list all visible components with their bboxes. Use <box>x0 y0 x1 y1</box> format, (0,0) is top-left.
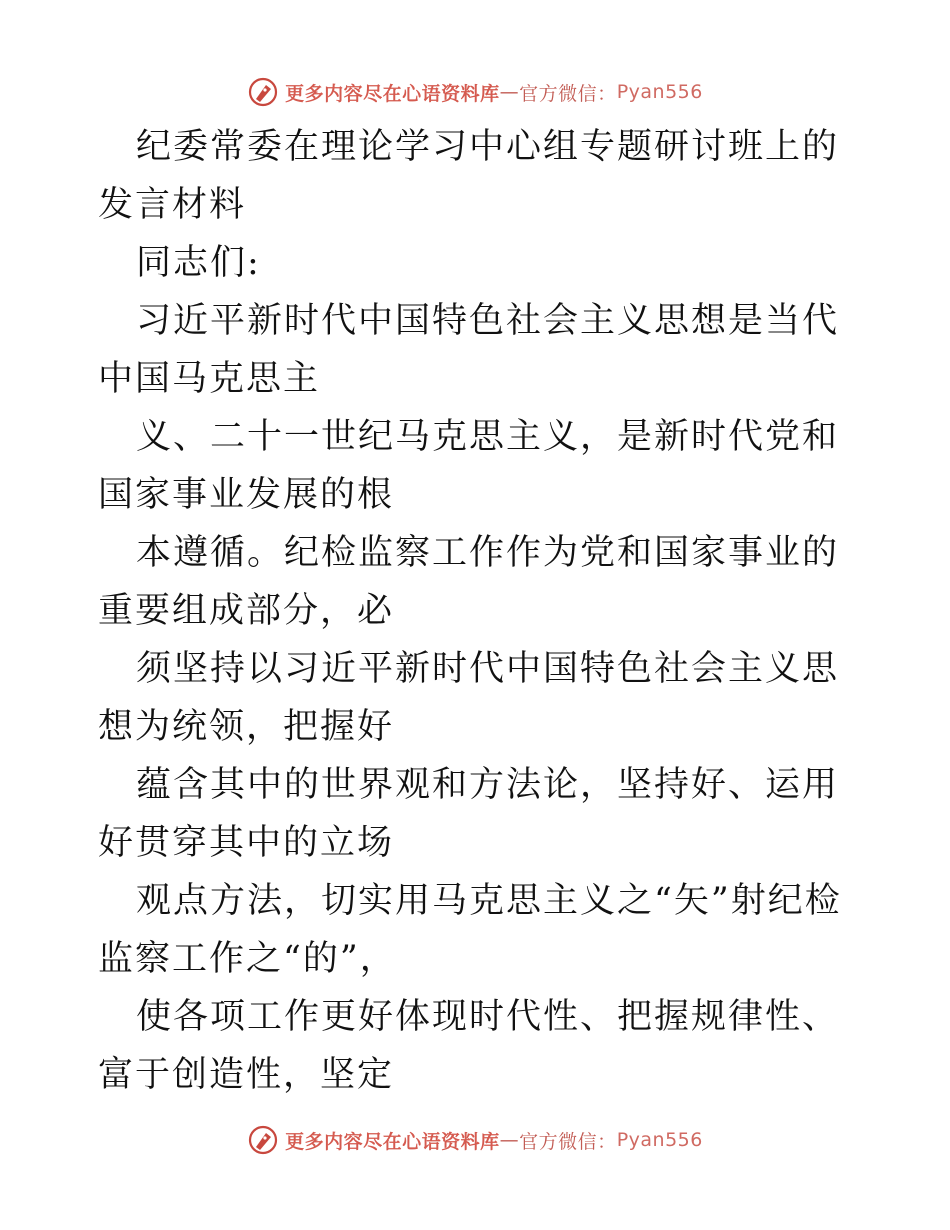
footer-watermark-banner <box>0 1120 950 1160</box>
body-paragraph: 须坚持以习近平新时代中国特色社会主义思想为统领，把握好 <box>98 649 840 747</box>
banner-handle: Pyan556 <box>616 81 703 103</box>
document-body <box>98 118 858 1104</box>
banner-lead-text: 更多内容尽在心语资料库 <box>285 82 500 105</box>
banner-tail-text: 官方微信： <box>519 1130 617 1153</box>
body-paragraph: 蕴含其中的世界观和方法论，坚持好、运用好贯穿其中的立场 <box>98 765 840 863</box>
body-paragraph: 使各项工作更好体现时代性、把握规律性、富于创造性，坚定 <box>98 997 840 1095</box>
body-paragraph: 观点方法，切实用马克思主义之“矢”射纪检监察工作之“的”， <box>98 881 842 979</box>
header-watermark-banner <box>0 72 950 112</box>
body-paragraph: 本遵循。纪检监察工作作为党和国家事业的重要组成部分，必 <box>98 533 840 631</box>
body-paragraph: 习近平新时代中国特色社会主义思想是当代中国马克思主 <box>98 301 840 399</box>
banner-dash: — <box>499 81 520 103</box>
banner-tail-text: 官方微信： <box>519 82 617 105</box>
document-title: 纪委常委在理论学习中心组专题研讨班上的发言材料 <box>98 127 840 225</box>
pen-nib-circle-icon <box>247 1124 279 1156</box>
salutation: 同志们: <box>136 243 261 283</box>
pen-nib-circle-icon <box>247 76 279 108</box>
banner-lead-text: 更多内容尽在心语资料库 <box>285 1130 500 1153</box>
banner-dash: — <box>499 1129 520 1151</box>
banner-handle: Pyan556 <box>616 1129 703 1151</box>
body-paragraph: 义、二十一世纪马克思主义，是新时代党和国家事业发展的根 <box>98 417 840 515</box>
